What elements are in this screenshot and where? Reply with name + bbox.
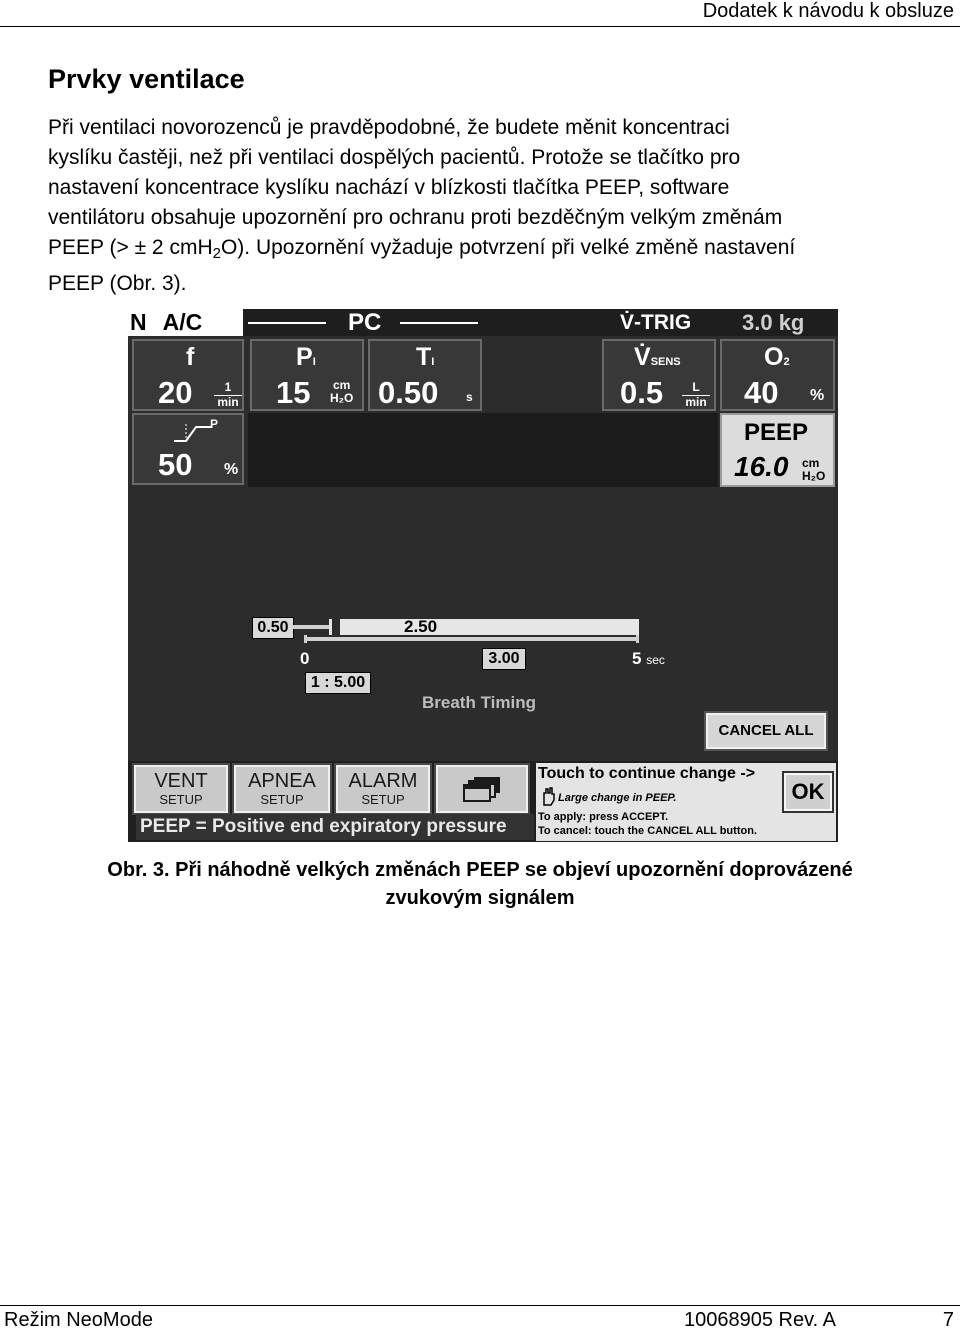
setting-f[interactable] [132, 339, 244, 411]
paragraph-fragment: O). Upozornění vyžaduje potvrzení při velké změně nastavení [220, 236, 796, 259]
ie-ratio-box: 1 : 5.00 [305, 672, 371, 694]
axis-tick [636, 635, 639, 643]
paragraph-line: Při ventilaci novorozenců je pravděpodobné, že budete měnit koncentraci [48, 116, 730, 139]
unit-bottom: H₂O [802, 469, 826, 483]
setting-value: 15 [276, 375, 311, 410]
button-line1: APNEA [248, 770, 316, 792]
bar-gap [332, 617, 340, 637]
paragraph-line: ventilátoru obsahuje upozornění pro ochranu proti bezděčným velkým změnám [48, 206, 783, 229]
ventilator-screen [128, 309, 838, 842]
unit-numerator: 1 [224, 380, 232, 394]
paragraph-line: kyslíku častěji, než při ventilaci dospělých pacientů. Protože se tlačítko pro [48, 146, 741, 169]
label-main: T [416, 343, 432, 371]
rise-icon-label: P [210, 417, 219, 431]
axis-tick [304, 635, 307, 643]
label-subscript: I [312, 356, 316, 368]
message-line: To apply: press ACCEPT. [538, 811, 669, 823]
blank-strip [248, 413, 718, 487]
setting-unit: % [224, 461, 239, 478]
message-line: To cancel: touch the CANCEL ALL button. [538, 825, 757, 837]
setting-label: PEEP [744, 419, 809, 446]
label-main: P [296, 343, 313, 371]
more-settings-button[interactable] [436, 765, 528, 813]
setting-label [634, 343, 681, 372]
setting-unit: s [466, 390, 473, 404]
setting-vsens[interactable] [602, 339, 716, 411]
axis-start: 0 [300, 649, 310, 668]
setting-ti[interactable] [368, 339, 482, 411]
setting-value: 50 [158, 447, 193, 482]
alarm-setup-button[interactable] [336, 765, 430, 813]
mode-line [248, 322, 326, 324]
paragraph-line: PEEP (Obr. 3). [48, 272, 187, 295]
setting-value: 20 [158, 375, 193, 410]
setting-label: f [186, 343, 195, 371]
setting-label [764, 343, 790, 372]
header-rule [0, 26, 960, 27]
ok-button[interactable]: OK [784, 773, 832, 811]
unit-denominator: min [682, 395, 710, 409]
setting-value: 0.5 [620, 375, 664, 410]
unit-bottom: H₂O [330, 391, 354, 405]
ti-bar [293, 625, 329, 629]
button-line2: SETUP [159, 792, 203, 807]
footer-doc-number: 10068905 Rev. A [684, 1309, 836, 1331]
setting-label [296, 343, 316, 372]
caption-line: Obr. 3. Při náhodně velkých změnách PEEP se objeví upozornění doprovázené [107, 859, 853, 881]
te-bar [329, 619, 639, 635]
setting-value: 16.0 [734, 451, 789, 482]
setting-rise-time[interactable] [132, 413, 244, 485]
button-line1: ALARM [348, 770, 418, 792]
label-subscript: 2 [783, 356, 790, 368]
message-line: Touch to continue change -> [538, 765, 756, 782]
setting-pi[interactable] [250, 339, 364, 411]
hand-icon [540, 785, 556, 807]
paragraph-line [48, 233, 928, 269]
axis-unit: sec [646, 653, 665, 667]
trigger-type: V̇-TRIG [620, 311, 692, 334]
axis-end [632, 649, 665, 669]
footer-mode: Režim NeoMode [4, 1309, 153, 1331]
te-value: 2.50 [404, 617, 438, 636]
subscript: 2 [212, 245, 221, 262]
button-line1: VENT [154, 770, 208, 792]
message-line: Large change in PEEP. [558, 792, 677, 804]
breath-timing-title: Breath Timing [422, 693, 536, 712]
setting-unit: % [810, 387, 825, 404]
paragraph-line: nastavení koncentrace kyslíku nachází v blízkosti tlačítka PEEP, software [48, 176, 730, 199]
setting-label [416, 343, 434, 372]
setting-unit [802, 457, 825, 483]
total-box: 3.00 [482, 648, 526, 670]
windows-icon [460, 775, 504, 803]
setting-value: 0.50 [378, 375, 439, 410]
axis-end-value: 5 [632, 649, 642, 668]
mode-bar [128, 309, 838, 336]
unit-top: cm [333, 378, 351, 392]
cancel-all-button[interactable]: CANCEL ALL [706, 713, 826, 749]
button-line2: SETUP [260, 792, 304, 807]
setting-unit [214, 381, 242, 409]
alert-message [536, 763, 836, 841]
patient-mode [128, 309, 243, 336]
footer-rule [0, 1305, 960, 1306]
paragraph-fragment: PEEP (> ± 2 cmH [48, 236, 213, 259]
unit-top: cm [802, 456, 820, 470]
setting-peep[interactable] [720, 413, 835, 487]
section-title: Prvky ventilace [48, 64, 245, 94]
label-main: O [764, 343, 784, 371]
setting-unit [682, 381, 710, 409]
neomode-indicator: N [130, 309, 147, 335]
control-type: PC [348, 309, 382, 336]
setting-value: 40 [744, 375, 779, 410]
help-text: PEEP = Positive end expiratory pressure [136, 814, 534, 840]
label-subscript: I [431, 356, 435, 368]
unit-denominator: min [214, 395, 242, 409]
vent-setup-button[interactable] [134, 765, 228, 813]
setting-o2[interactable] [720, 339, 835, 411]
body-paragraph [48, 113, 928, 299]
ti-box: 0.50 [252, 617, 294, 639]
patient-weight: 3.0 kg [742, 310, 805, 335]
label-main: V̇ [634, 343, 651, 371]
figure-caption [0, 856, 960, 912]
apnea-setup-button[interactable] [234, 765, 330, 813]
mode-indicator: A/C [162, 309, 203, 335]
caption-line: zvukovým signálem [385, 887, 575, 909]
time-axis [304, 637, 638, 641]
setting-unit [330, 379, 353, 405]
mode-line [400, 322, 478, 324]
label-subscript: SENS [650, 356, 681, 368]
button-line2: SETUP [361, 792, 405, 807]
page-number: 7 [942, 1309, 954, 1331]
unit-numerator: L [692, 380, 700, 394]
running-header: Dodatek k návodu k obsluze [702, 0, 954, 22]
